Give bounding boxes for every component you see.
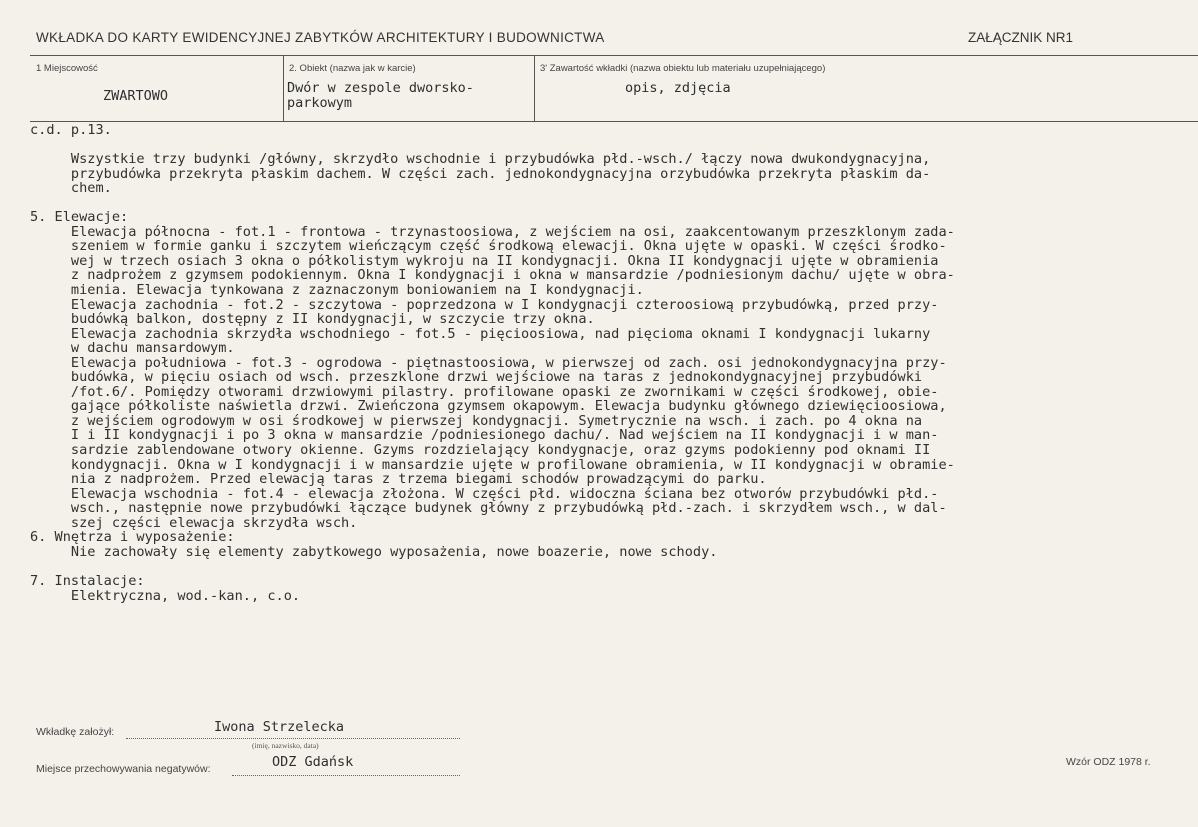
negatives-dotted-line [232,775,460,776]
body-text-line: Elewacja zachodnia - fot.2 - szczytowa - poprzedzona w I kondygnacji czteroosiową przybudówką, przed przy- [30,296,939,313]
field-2-value-line-1: Dwór w zespole dworsko- [287,80,474,96]
body-text-line: c.d. p.13. [30,122,112,138]
body-text-line: Elektryczna, wod.-kan., c.o. [30,587,301,604]
body-text-line: 6. Wnętrza i wyposażenie: [30,529,235,546]
made-by-label: Wkładkę założył: [36,726,115,738]
body-text-line [30,559,1195,574]
body-text-line: w dachu mansardowym. [30,340,235,357]
negatives-value: ODZ Gdańsk [272,754,354,770]
form-identifier: Wzór ODZ 1978 r. [1066,756,1151,768]
body-text-line: I i II kondygnacji i po 3 okna w mansardzie /podniesionego dachu/. Nad wejściem na II kondygnacji i w man- [30,427,939,444]
made-by-dotted-line [126,738,460,739]
body-text-line: Wszystkie trzy budynki /główny, skrzydło wschodnie i przybudówka płd.-wsch./ łączy nowa dwukondygnacyjna, [30,151,931,168]
body-text-line: z nadprożem z gzymsem podokiennym. Okna I kondygnacji i okna w mansardzie /podniesionym dachu/ ujęte w obra- [30,267,955,284]
body-text-line: wej w trzech osiach 3 okna o półkolistym wykroju na II kondygnacji. Okna II kondygnacji ujęte w obramienia [30,252,939,269]
body-text-line: wsch., następnie nowe przybudówki łączące budynek główny z przybudówką płd.-zach. i skrzydłem wsch., w dal- [30,500,947,517]
field-divider-2 [534,55,535,121]
field-1-label: 1 Miejscowość [36,63,98,74]
made-by-value: Iwona Strzelecka [214,719,345,735]
body-text-line: szej części elewacja skrzydła wsch. [30,514,358,531]
field-3-value: opis, zdjęcia [625,80,731,96]
body-text-line: szeniem w formie ganku i szczytem wieńczącym część środkową elewacji. Okna ujęte w opaski. W części środko- [30,238,947,255]
body-text-line: mienia. Elewacja tynkowana z zaznaczonym boniowaniem na I kondygnacji. [30,282,644,299]
made-by-caption: (imię, nazwisko, data) [252,741,319,750]
document-body [30,123,1195,603]
attachment-number: ZAŁĄCZNIK NR1 [968,30,1074,45]
body-text-line: Elewacja wschodnia - fot.4 - elewacja złożona. W części płd. widoczna ściana bez otworów przybudówki płd.- [30,485,939,502]
body-text-line: gające półkoliste naświetla drzwi. Zwieńczona gzymsem okapowym. Elewacja budynku głównego dziewięcioosiowa, [30,398,947,415]
field-2-label: 2. Obiekt (nazwa jak w karcie) [289,63,416,74]
field-divider-1 [283,55,284,121]
field-2-value-line-2: parkowym [287,95,353,111]
body-text-line: 7. Instalacje: [30,572,145,589]
header-title: WKŁADKA DO KARTY EWIDENCYJNEJ ZABYTKÓW ARCHITEKTURY I BUDOWNICTWA [36,30,605,45]
body-text-line: Elewacja zachodnia skrzydła wschodniego - fot.5 - pięcioosiowa, nad pięcioma oknami I kondygnacji lukarny [30,325,931,342]
body-text-line: /fot.6/. Pomiędzy otworami drzwiowymi pilastry. profilowane opaski ze zwornikami w części środkowej, obie- [30,383,939,400]
body-text-line: kondygnacji. Okna w I kondygnacji i w mansardzie ujęte w profilowane obramienia, w II kondygnacji w obramie- [30,456,955,473]
body-text-line [30,196,1195,211]
header-top-rule [30,55,1198,56]
body-text-line: Nie zachowały się elementy zabytkowego wyposażenia, nowe boazerie, nowe schody. [30,543,718,560]
negatives-label: Miejsce przechowywania negatywów: [36,763,211,775]
body-text-line: Elewacja południowa - fot.3 - ogrodowa - piętnastoosiowa, w pierwszej od zach. osi jednokondygnacyjna przy- [30,354,947,371]
field-1-value: ZWARTOWO [103,88,169,104]
body-text-line: 5. Elewacje: [30,209,129,226]
body-text-line: Elewacja północna - fot.1 - frontowa - trzynastoosiowa, z wejściem na osi, zaakcentowanym przeszklonym zada- [30,223,955,240]
body-text-line: budówką balkon, dostępny z II kondygnacji, w szczycie trzy okna. [30,311,595,328]
header-bottom-rule [30,121,1198,122]
body-text-line: z wejściem ogrodowym w osi środkowej w pierwszej kondygnacji. Symetrycznie na wsch. i zach. po 4 okna na [30,412,923,429]
body-text-line [30,138,1195,153]
body-text-line: sardzie zablendowane otwory okienne. Gzyms rozdzielający kondygnacje, oraz gzyms podokienny pod oknami II [30,442,931,459]
body-text-line: chem. [30,180,112,197]
body-text-line: przybudówka przekryta płaskim dachem. W części zach. jednokondygnacyjna orzybudówka przekryta płaskim da- [30,165,931,182]
body-text-line: nia z nadprożem. Przed elewacją taras z trzema biegami schodów prowadzącymi do parku. [30,471,767,488]
body-text-line: budówka, w pięciu osiach od wsch. przeszklone drzwi wejściowe na taras z jednokondygnacyjnej przybudówki [30,369,923,386]
field-3-label: 3' Zawartość wkładki (nazwa obiektu lub materiału uzupełniającego) [540,63,826,74]
